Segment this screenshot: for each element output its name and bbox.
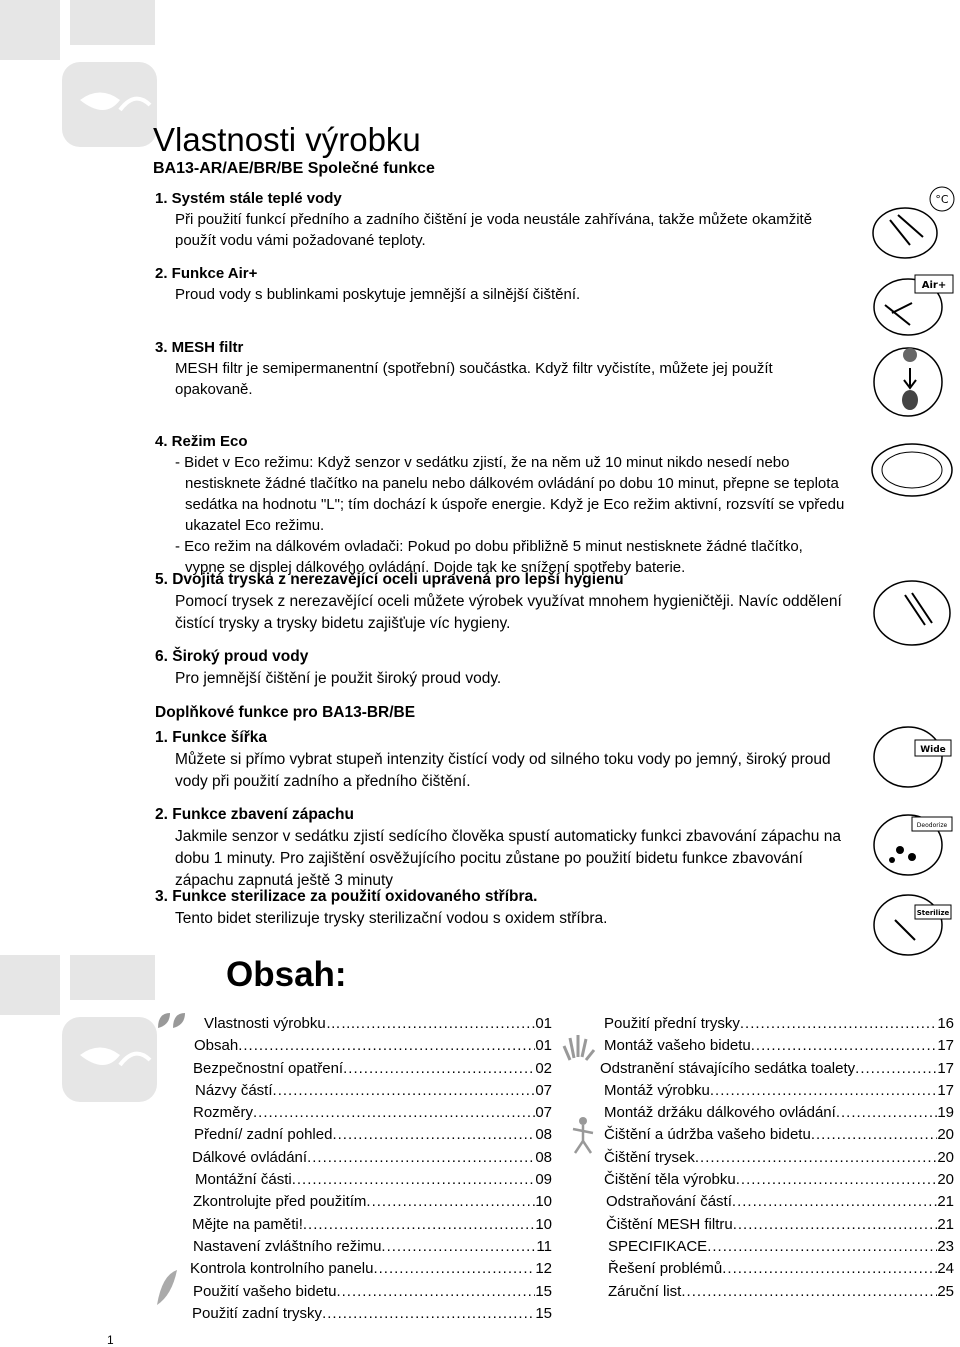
deodorize-illustration xyxy=(870,805,955,880)
toc-leader-dots xyxy=(695,1147,937,1169)
toc-leader-dots xyxy=(855,1058,937,1080)
toc-entry-title: Čištění trysek xyxy=(604,1148,695,1166)
air-plus-illustration xyxy=(870,265,955,340)
toc-entry-title: Bezpečnostní opatření xyxy=(193,1059,344,1077)
toc-entry xyxy=(190,1169,552,1191)
toc-entry xyxy=(600,1147,954,1169)
toc-entry xyxy=(600,1013,954,1035)
feature-6 xyxy=(155,646,845,690)
toc-entry xyxy=(600,1035,954,1057)
feature-heading: 3. MESH filtr xyxy=(155,339,244,356)
temp-label: °C xyxy=(935,193,949,206)
dual-nozzle-illustration xyxy=(870,575,955,650)
toc-entry-title: Rozměry xyxy=(193,1104,254,1122)
toc-entry-page: 07 xyxy=(535,1081,552,1099)
toc-entry-title: Mějte na paměti! xyxy=(192,1215,303,1233)
feature-body: Můžete si přímo vybrat stupeň intenzity čistící vody od silného toku vody po jemný, široký proud vody při použití zadního a předního čištění. xyxy=(175,751,831,790)
toc-entry-page: 20 xyxy=(937,1171,954,1189)
feature-heading: 1. Funkce šířka xyxy=(155,729,268,746)
toc-entry-title: Záruční list xyxy=(608,1282,682,1300)
corner-logo-bottom xyxy=(0,955,160,1105)
toc-leader-dots xyxy=(303,1214,535,1236)
toc-leader-dots xyxy=(681,1281,937,1303)
toc-leader-dots xyxy=(373,1258,535,1280)
toc-entry-page: 01 xyxy=(535,1015,552,1032)
hand-icon xyxy=(562,1030,597,1070)
toc-entry-page: 01 xyxy=(535,1037,552,1055)
extra-feature-3 xyxy=(155,886,845,930)
toc-entry-page: 10 xyxy=(535,1215,552,1233)
toc-entry-page: 16 xyxy=(937,1015,954,1032)
toc-leader-dots xyxy=(381,1236,536,1258)
feature-3 xyxy=(155,337,845,400)
toc-leader-dots xyxy=(332,1124,535,1146)
feather-icon xyxy=(152,1265,182,1310)
sterilize-illustration xyxy=(870,885,955,960)
toc-entry-title: Použití zadní trysky xyxy=(192,1304,323,1322)
toc-leader-dots xyxy=(732,1191,937,1213)
feature-heading: 2. Funkce Air+ xyxy=(155,265,258,282)
toc-entry-page: 17 xyxy=(937,1081,954,1099)
toc-entry xyxy=(190,1303,552,1325)
toc-leader-dots xyxy=(356,1013,536,1035)
extra-features-heading: Doplňkové funkce pro BA13-BR/BE xyxy=(155,704,416,721)
toc-entry xyxy=(190,1058,552,1080)
toc-entry xyxy=(190,1147,552,1169)
toc-entry-title: Odstranění stávajícího sedátka toalety xyxy=(600,1059,856,1077)
toc-entry xyxy=(190,1258,552,1280)
toc-heading: Obsah: xyxy=(226,955,347,994)
toc-leader-dots xyxy=(722,1258,937,1280)
toc-entry-title: Kontrola kontrolního panelu xyxy=(190,1260,374,1278)
toc-entry xyxy=(600,1124,954,1146)
toc-entry-title: Řešení problémů xyxy=(608,1260,723,1278)
toc-entry-page: 24 xyxy=(937,1260,954,1278)
toc-entry-title: Montáž držáku dálkového ovládání xyxy=(604,1104,836,1122)
toc-entry-page: 08 xyxy=(535,1126,552,1144)
toc-left-column xyxy=(190,1013,552,1325)
toc-entry-page: 20 xyxy=(937,1148,954,1166)
feature-heading: 4. Režim Eco xyxy=(155,433,248,450)
toc-entry-page: 02 xyxy=(535,1059,552,1077)
feature-heading: 6. Široký proud vody xyxy=(155,648,309,665)
toc-entry-title: Montáž výrobku xyxy=(604,1081,710,1099)
toc-entry xyxy=(190,1013,552,1035)
toc-entry-page: 17 xyxy=(937,1037,954,1055)
toc-leader-dots xyxy=(707,1236,937,1258)
toc-entry-page: 11 xyxy=(536,1237,552,1255)
toc-leader-dots xyxy=(710,1080,937,1102)
toc-leader-dots xyxy=(811,1124,938,1146)
toc-entry xyxy=(600,1191,954,1213)
toc-entry xyxy=(600,1058,954,1080)
toc-entry-title: Montážní části xyxy=(195,1171,292,1189)
toc-entry-page: 09 xyxy=(535,1171,552,1189)
toc-entry-title: SPECIFIKACE xyxy=(608,1237,708,1255)
page-subtitle: BA13-AR/AE/BR/BE Společné funkce xyxy=(153,160,435,177)
feature-4 xyxy=(155,431,845,578)
toc-leader-dots xyxy=(292,1169,536,1191)
toc-right-column xyxy=(600,1013,954,1303)
toc-entry xyxy=(190,1281,552,1303)
feature-body: Při použití funkcí předního a zadního čištění je voda neustále zahřívána, takže můžete okamžitě použít vodu vámi požadované teploty. xyxy=(175,211,813,249)
toc-entry-page: 15 xyxy=(535,1282,552,1300)
feature-body: Jakmile senzor v sedátku zjistí sedícího člověka spustí automaticky funkci zbavování zápachu na dobu 1 minuty. Pro zajištění osvěžujícího pocitu zůstane po použití bidetu funkce zbavování zápachu zapnutá ještě 3 minuty xyxy=(175,828,841,889)
toc-entry-title: Obsah xyxy=(194,1037,239,1055)
feature-5 xyxy=(155,569,845,635)
toc-entry xyxy=(190,1191,552,1213)
toc-leader-dots xyxy=(253,1102,535,1124)
toc-entry-page: 08 xyxy=(535,1148,552,1166)
toc-entry-page: 23 xyxy=(937,1237,954,1255)
mesh-filter-illustration xyxy=(870,340,955,420)
toc-entry xyxy=(190,1214,552,1236)
toc-entry-page: 21 xyxy=(937,1215,954,1233)
toc-entry-title: Použití přední trysky xyxy=(604,1015,740,1032)
toc-entry xyxy=(190,1236,552,1258)
toc-leader-dots xyxy=(836,1102,938,1124)
deodor-label: Deodorize xyxy=(916,822,948,829)
toc-entry-page: 25 xyxy=(937,1282,954,1300)
toc-entry-page: 19 xyxy=(937,1104,954,1122)
toc-entry xyxy=(190,1102,552,1124)
wide-label: Wide xyxy=(920,745,946,755)
toc-leader-dots xyxy=(322,1303,535,1325)
toc-leader-dots xyxy=(740,1013,937,1035)
toc-entry-title: Názvy částí xyxy=(195,1081,273,1099)
toc-entry-page: 12 xyxy=(535,1260,552,1278)
toc-entry-title: Použití vašeho bidetu xyxy=(193,1282,337,1300)
toc-entry-title: Montáž vašeho bidetu xyxy=(604,1037,751,1055)
toc-leader-dots xyxy=(273,1080,536,1102)
toc-leader-dots xyxy=(343,1058,535,1080)
leaf-icon xyxy=(153,1008,188,1033)
toc-entry xyxy=(600,1102,954,1124)
feature-heading: 1. Systém stále teplé vody xyxy=(155,190,342,207)
feature-body: Proud vody s bublinkami poskytuje jemnější a silnější čištění. xyxy=(175,286,581,303)
toc-leader-dots xyxy=(736,1169,938,1191)
feature-bullet: - Eco režim na dálkovém ovladači: Pokud po dobu přibližně 5 minut nestisknete žádné tlačítko, vypne se displej dálkového ovládání. Dojde tak ke snížení spotřeby baterie. xyxy=(175,538,803,576)
toc-entry xyxy=(600,1281,954,1303)
toc-leader-dots xyxy=(366,1191,535,1213)
toc-leader-dots xyxy=(751,1035,938,1057)
page-title: Vlastnosti výrobku xyxy=(153,121,421,158)
feature-heading: 2. Funkce zbavení zápachu xyxy=(155,806,354,823)
toc-entry-page: 17 xyxy=(937,1059,954,1077)
figure-icon xyxy=(568,1115,598,1155)
wide-spray-illustration xyxy=(870,715,955,790)
toc-entry-title: Vlastnosti výrobku…… xyxy=(204,1015,356,1032)
corner-logo-top xyxy=(0,0,160,150)
toc-entry-title: Nastavení zvláštního režimu xyxy=(193,1237,382,1255)
toc-entry-title: Přední/ zadní pohled xyxy=(194,1126,333,1144)
feature-body: Pomocí trysek z nerezavějící oceli můžete výrobek využívat mnohem hygieničtěji. Navíc oddělení čistící trysky a trysky bidetu zajišťuje víc hygieny. xyxy=(175,593,842,632)
toc-entry-title: Zkontrolujte před použitím xyxy=(193,1193,367,1211)
toc-entry-title: Čištění MESH filtru xyxy=(606,1215,733,1233)
toc-entry-title: Odstraňování částí xyxy=(606,1193,732,1211)
toc-entry-page: 21 xyxy=(937,1193,954,1211)
feature-heading: 3. Funkce sterilizace za použití oxidovaného stříbra. xyxy=(155,888,538,905)
toc-entry xyxy=(600,1169,954,1191)
toc-entry xyxy=(190,1080,552,1102)
toc-entry xyxy=(600,1080,954,1102)
warm-water-illustration xyxy=(870,185,955,260)
feature-body: Pro jemnější čištění je použit široký proud vody. xyxy=(175,670,502,687)
toc-entry xyxy=(600,1214,954,1236)
toc-entry-title: Dálkové ovládání xyxy=(192,1148,308,1166)
feature-body: MESH filtr je semipermanentní (spotřební) součástka. Když filtr vyčistíte, můžete jej použít opakovaně. xyxy=(175,360,773,398)
steril-label: Sterilize xyxy=(916,909,950,917)
toc-leader-dots xyxy=(238,1035,535,1057)
toc-entry xyxy=(600,1258,954,1280)
toc-entry-page: 07 xyxy=(535,1104,552,1122)
air-label: Air+ xyxy=(921,280,947,291)
extra-feature-2 xyxy=(155,804,845,892)
toc-entry xyxy=(190,1035,552,1057)
toc-entry xyxy=(190,1124,552,1146)
extra-feature-1 xyxy=(155,727,845,793)
feature-heading: 5. Dvojitá tryska z nerezavějící oceli upravená pro lepší hygienu xyxy=(155,571,624,588)
toc-entry-title: Čištění a údržba vašeho bidetu xyxy=(604,1126,811,1144)
toc-leader-dots xyxy=(307,1147,535,1169)
toc-entry-page: 15 xyxy=(535,1304,552,1322)
feature-1 xyxy=(155,188,845,251)
toc-entry-title: Čištění těla výrobku xyxy=(604,1171,736,1189)
page-number: 1 xyxy=(107,1333,114,1347)
toc-entry xyxy=(600,1236,954,1258)
feature-bullet: - Bidet v Eco režimu: Když senzor v sedátku zjistí, že na něm už 10 minut nikdo nesedí nebo nestisknete žádné tlačítko na panelu nebo dálkovém ovládání po dobu 10 minut, přepne se teplota sedátka na hodnotu "L"; tím dochází k úspoře energie. Když je Eco režim aktivní, rozsvítí se vpředu ukazatel Eco režimu. xyxy=(175,454,845,534)
feature-body: Tento bidet sterilizuje trysky sterilizační vodou s oxidem stříbra. xyxy=(175,910,608,927)
toc-leader-dots xyxy=(733,1214,938,1236)
feature-2 xyxy=(155,263,845,305)
toc-leader-dots xyxy=(336,1281,535,1303)
eco-mode-illustration xyxy=(870,425,955,500)
toc-entry-page: 20 xyxy=(937,1126,954,1144)
toc-entry-page: 10 xyxy=(535,1193,552,1211)
